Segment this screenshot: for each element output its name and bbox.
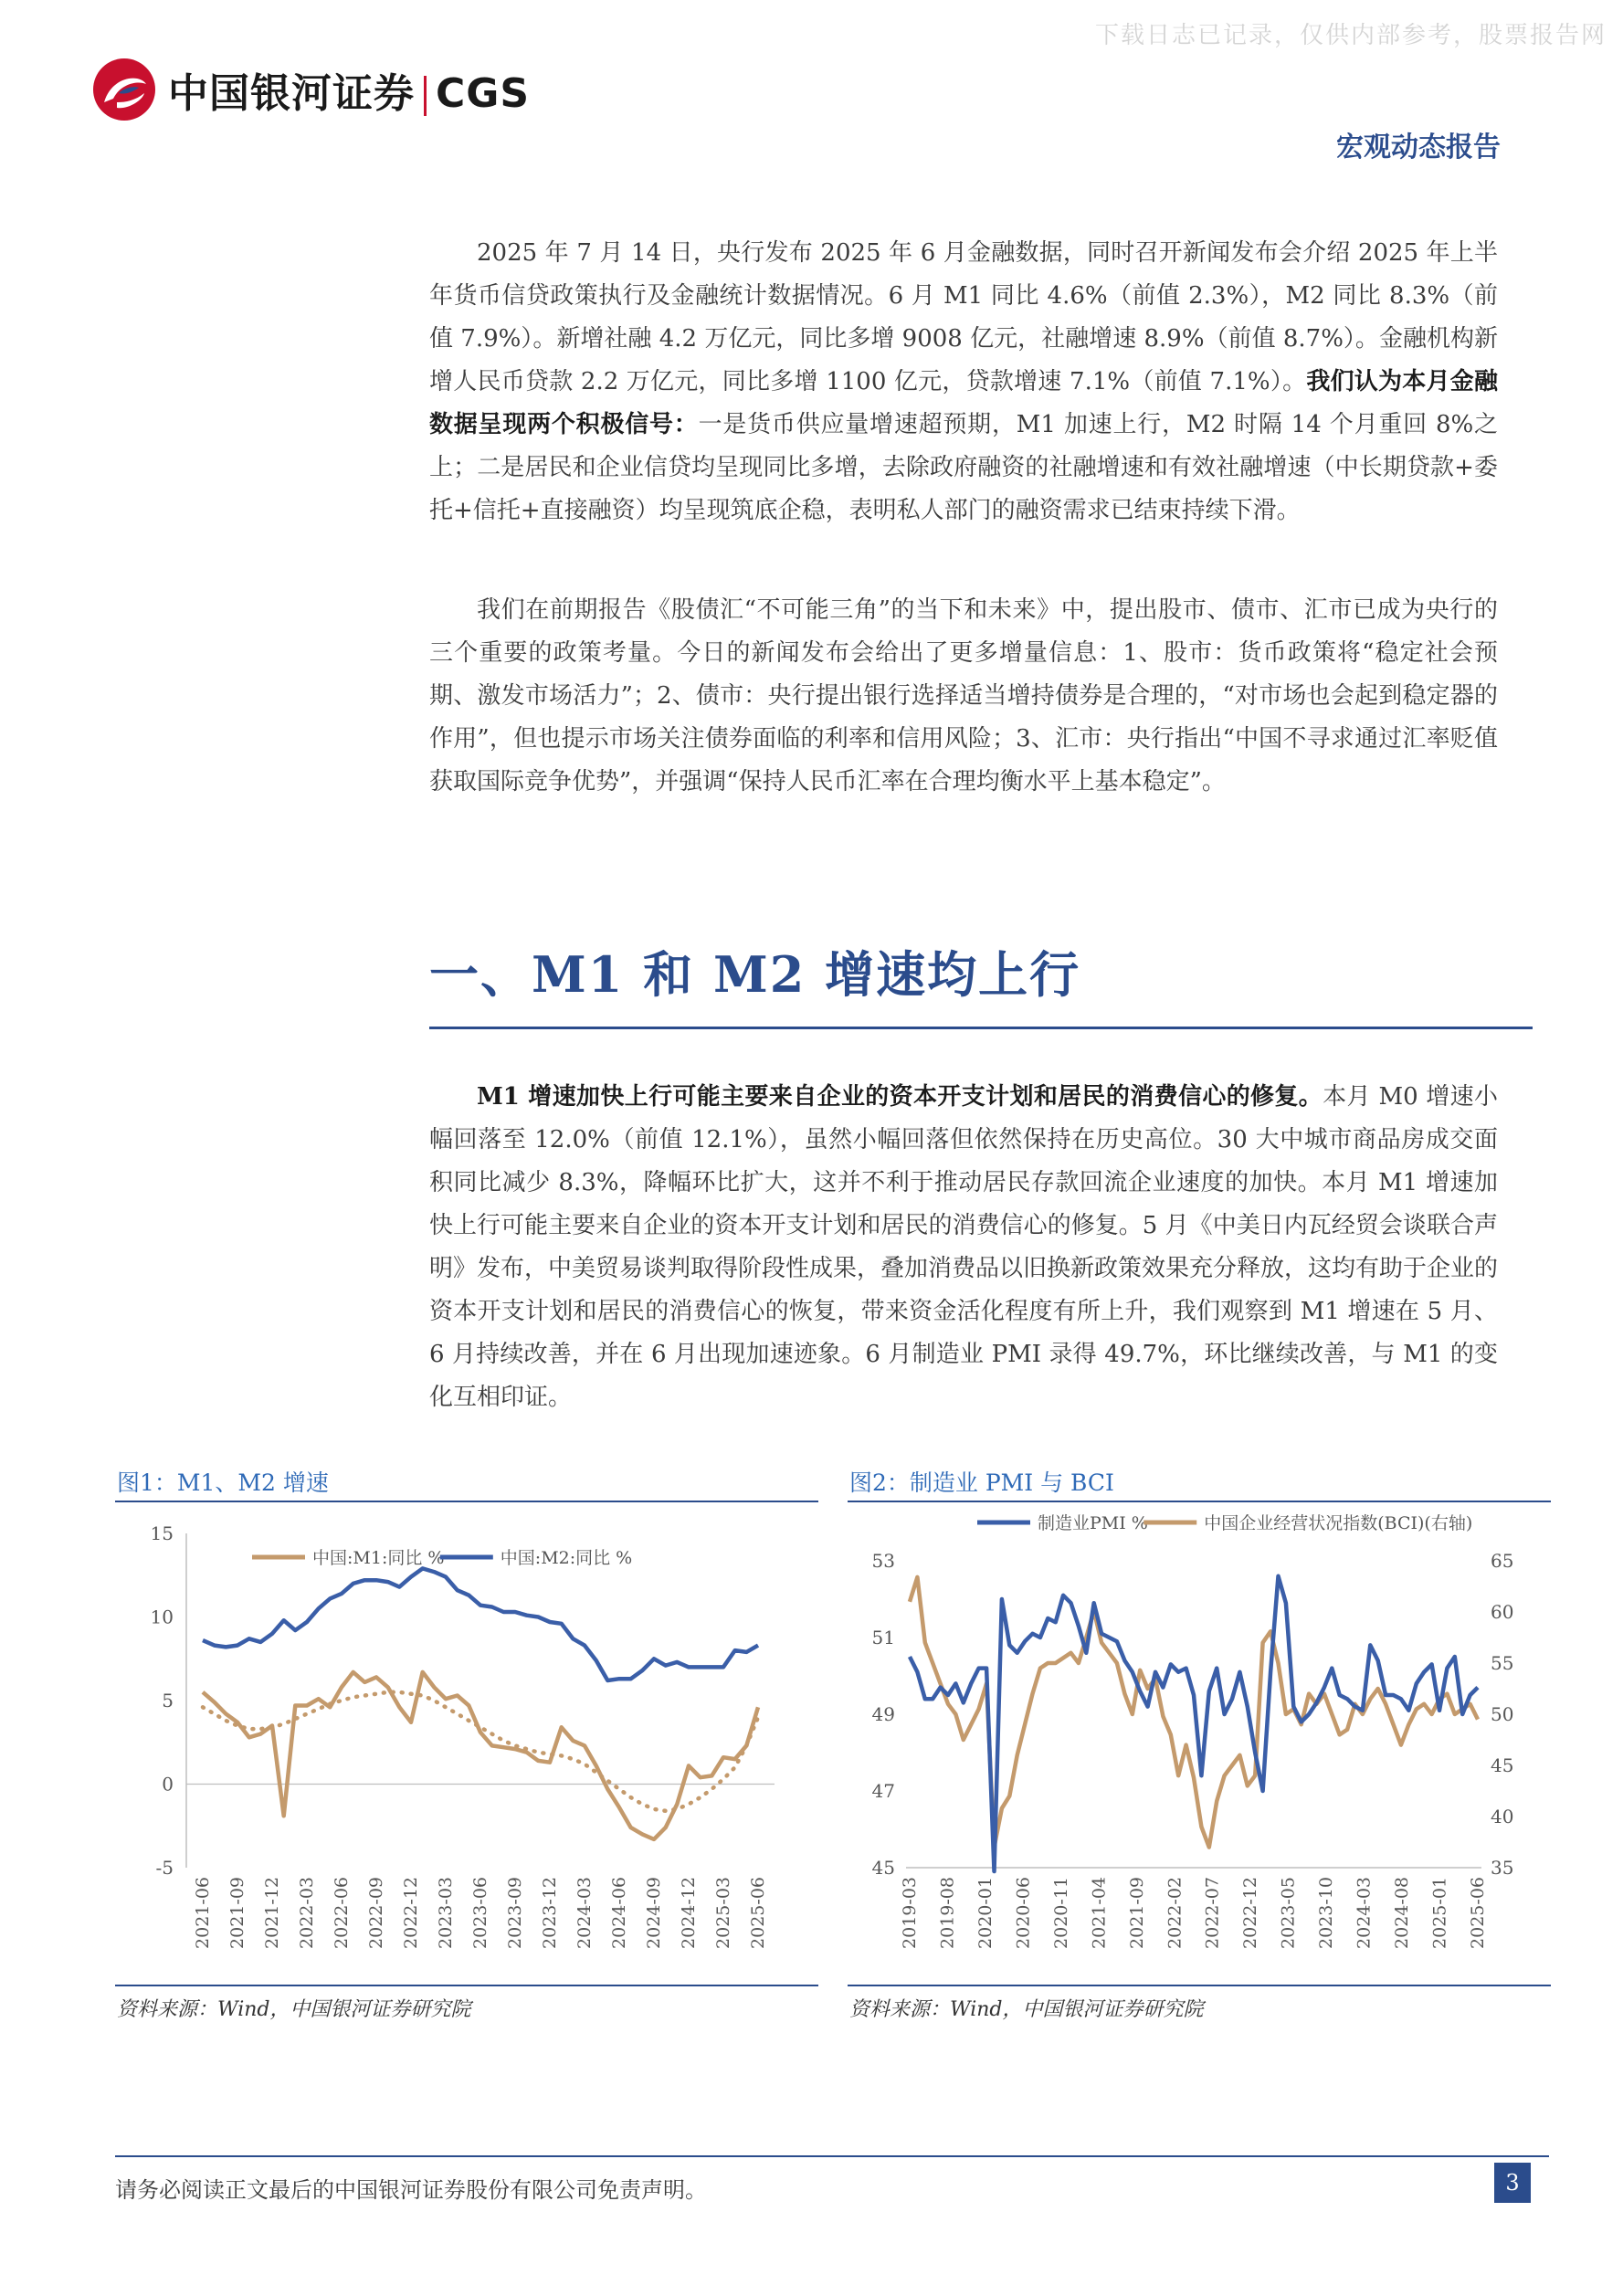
page-number: 3 [1494,2163,1531,2203]
x-tick-label: 2020-11 [1050,1877,1071,1949]
figure-rule [115,1985,818,1986]
x-tick-label: 2019-08 [937,1877,958,1949]
figure-source: 资料来源：Wind，中国银河证券研究院 [117,1998,471,2021]
x-tick-label: 2023-06 [470,1877,490,1949]
y-tick-label-right: 55 [1491,1652,1514,1674]
figure-source: 资料来源：Wind，中国银河证券研究院 [849,1998,1204,2021]
x-tick-label: 2021-09 [1126,1877,1147,1949]
x-tick-label: 2025-03 [713,1877,733,1949]
figure-title: 图1：M1、M2 增速 [117,1469,329,1496]
report-type: 宏观动态报告 [1336,132,1501,163]
y-tick-label-right: 45 [1491,1754,1514,1776]
x-tick-label: 2022-07 [1202,1877,1223,1949]
footer-rule [115,2155,1549,2157]
x-tick-label: 2023-09 [505,1877,525,1949]
x-tick-label: 2022-09 [366,1877,386,1949]
company-logo [91,57,530,122]
y-tick-label-right: 60 [1491,1601,1514,1623]
figure-m1-m2 [115,1466,818,2022]
x-tick-label: 2024-03 [574,1877,595,1949]
x-tick-label: 2019-03 [900,1877,920,1949]
x-tick-label: 2020-01 [975,1877,996,1949]
policy-text: 我们在前期报告《股债汇“不可能三角”的当下和未来》中，提出股市、债市、汇市已成为央行的三个重要的政策考量。今日的新闻发布会给出了更多增量信息：1、股市：货币政策将“稳定社会预期、激发市场活力”；2、债市：央行提出银行选择适当增持债券是合理的，“对市场也会起到稳定器的作用”，但也提示市场关注债券面临的利率和信用风险；3、汇市：央行指出“中国不寻求通过汇率贬值获取国际竞争优势”，并强调“保持人民币汇率在合理均衡水平上基本稳定”。 [429,596,1498,795]
series-line [203,1568,758,1680]
x-tick-label: 2021-12 [262,1877,282,1949]
legend-label: 制造业PMI % [1038,1513,1148,1533]
y-tick-label-left: 53 [871,1550,895,1572]
figure-pmi-bci [848,1466,1551,2022]
section-rule [429,1027,1533,1029]
y-tick-label: 5 [162,1690,174,1711]
x-tick-label: 2022-06 [332,1877,352,1949]
figure-title: 图2：制造业 PMI 与 BCI [849,1469,1114,1496]
y-tick-label-right: 40 [1491,1806,1514,1827]
y-tick-label: 10 [150,1606,174,1628]
legend-label: 中国:M2:同比 % [500,1548,633,1568]
x-tick-label: 2022-12 [401,1877,421,1949]
x-tick-label: 2022-12 [1240,1877,1261,1949]
x-tick-label: 2025-06 [1468,1877,1488,1949]
y-tick-label: 15 [150,1522,174,1544]
intro-paragraph [429,232,1498,532]
legend-label: 中国:M1:同比 % [312,1548,445,1568]
series-line [203,1672,758,1839]
m1-paragraph [429,1076,1498,1419]
x-tick-label: 2024-08 [1392,1877,1413,1949]
y-tick-label-right: 35 [1491,1857,1514,1879]
x-tick-label: 2021-04 [1089,1877,1110,1949]
y-tick-label-right: 50 [1491,1703,1514,1725]
x-tick-label: 2021-09 [227,1877,248,1949]
x-tick-label: 2021-06 [193,1877,213,1949]
y-tick-label-left: 45 [871,1857,895,1879]
y-tick-label: 0 [162,1773,174,1796]
company-name-en: CGS [436,70,531,117]
x-tick-label: 2025-06 [748,1877,768,1949]
logo-separator [424,76,427,116]
company-name-cn: 中国银河证券 [168,70,415,117]
cgs-logo-icon [91,57,157,122]
intro-text-a: 2025 年 7 月 14 日，央行发布 2025 年 6 月金融数据，同时召开新闻发布会介绍 2025 年上半年货币信贷政策执行及金融统计数据情况。6 月 M1 同比 4.6%（前值 2.3%），M2 同比 8.3%（前值 7.9%）。新增社融 4.2 万亿元，同比多增 9008 亿元，社融增速 8.9%（前值 8.7%）。金融机构新增人民币贷款 2.2 万亿元，同比多增 1100 亿元，贷款增速 7.1%（前值 7.1%）。 [429,239,1498,395]
x-tick-label: 2023-10 [1316,1877,1337,1949]
x-tick-label: 2024-12 [679,1877,699,1949]
y-tick-label-left: 47 [871,1780,895,1802]
y-tick-label-left: 49 [871,1703,895,1725]
y-tick-label-right: 65 [1491,1550,1514,1572]
x-tick-label: 2024-09 [644,1877,664,1949]
watermark: 下载日志已记录，仅供内部参考，股票报告网 [1094,22,1607,49]
figure-rule [848,1985,1551,1986]
intro-key-signal: 我们认为本月金融数据呈现两个积极信号： [429,368,1498,438]
m1-key-point: M1 增速加快上行可能主要来自企业的资本开支计划和居民的消费信心的修复。 [477,1083,1323,1111]
footer-disclaimer: 请务必阅读正文最后的中国银河证券股份有限公司免责声明。 [115,2177,707,2203]
x-tick-label: 2022-03 [297,1877,317,1949]
x-tick-label: 2023-05 [1278,1877,1299,1949]
pmi-bci-chart [848,1502,1551,1981]
m1-text: 本月 M0 增速小幅回落至 12.0%（前值 12.1%），虽然小幅回落但依然保持在历史高位。30 大中城市商品房成交面积同比减少 8.3%，降幅环比扩大，这并不利于推动居民存款回流企业速度的加快。本月 M1 增速加快上行可能主要来自企业的资本开支计划和居民的消费信心的修复。5 月《中美日内瓦经贸会谈联合声明》发布，中美贸易谈判取得阶段性成果，叠加消费品以旧换新政策效果充分释放，这均有助于企业的资本开支计划和居民的消费信心的恢复，带来资金活化程度有所上升，我们观察到 M1 增速在 5 月、6 月持续改善，并在 6 月出现加速迹象。6 月制造业 PMI 录得 49.7%，环比继续改善，与 M1 的变化互相印证。 [429,1083,1499,1411]
intro-text-b: 一是货币供应量增速超预期，M1 加速上行，M2 时隔 14 个月重回 8%之上；二是居民和企业信贷均呈现同比多增，去除政府融资的社融增速和有效社融增速（中长期贷款+委托+信托+直接融资）均呈现筑底企稳，表明私人部门的融资需求已结束持续下滑。 [429,411,1498,524]
y-tick-label-left: 51 [871,1627,895,1648]
x-tick-label: 2020-06 [1013,1877,1034,1949]
m1-m2-chart [115,1502,818,1981]
x-tick-label: 2023-03 [436,1877,456,1949]
x-tick-label: 2024-03 [1354,1877,1375,1949]
section-heading: 一、M1 和 M2 增速均上行 [429,945,1081,1004]
legend-label: 中国企业经营状况指数(BCI)(右轴) [1204,1513,1473,1533]
y-tick-label: -5 [155,1857,174,1879]
policy-paragraph [429,589,1498,804]
x-tick-label: 2025-01 [1429,1877,1450,1949]
x-tick-label: 2024-06 [609,1877,629,1949]
x-tick-label: 2022-02 [1165,1877,1186,1949]
x-tick-label: 2023-12 [540,1877,560,1949]
